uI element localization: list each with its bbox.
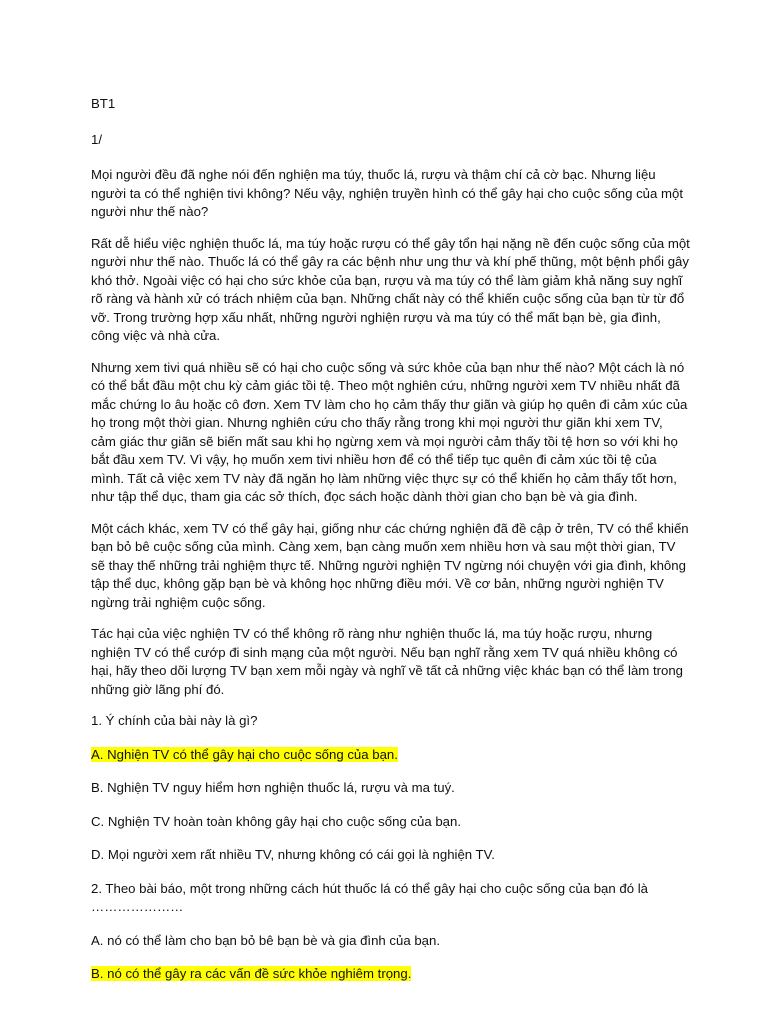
q2-answer-highlight: B. nó có thể gây ra các vấn đề sức khỏe nghiêm trọng. [91, 966, 412, 981]
paragraph-5: Tác hại của việc nghiện TV có thể không rõ ràng như nghiện thuốc lá, ma túy hoặc rượu, nhưng nghiện TV có thể cướp đi sinh mạng của một người. Nếu bạn nghĩ rằng xem TV quá nhiều không có hại, hãy theo dõi lượng TV bạn xem mỗi ngày và nghĩ về tất cả những việc khác bạn có thể làm trong những giờ lãng phí đó. [91, 626, 684, 697]
q1-option-a [91, 746, 690, 765]
q2-option-a: A. nó có thể làm cho bạn bỏ bê bạn bè và gia đình của bạn. [91, 932, 440, 948]
q1-option-d: D. Mọi người xem rất nhiều TV, nhưng không có cái gọi là nghiện TV. [91, 847, 495, 862]
paragraph-2: Rất dễ hiểu việc nghiện thuốc lá, ma túy hoặc rượu có thể gây tổn hại nặng nề đến cuộc sống của một người như thế nào. Thuốc lá có thể gây ra các bệnh như ung thư và khí phế thũng, một bệnh phổi gây khó thở. Ngoài việc có hại cho sức khỏe của bạn, rượu và ma túy có thể làm giảm khả năng suy nghĩ rõ ràng và hành xử có trách nhiệm của bạn. Những chất này có thể khiến cuộc sống của bạn từ từ đổ vỡ. Trong trường hợp xấu nhất, những người nghiện rượu và ma túy có thể mất bạn bè, gia đình, công việc và nhà cửa. [91, 235, 690, 343]
question-2: 2. Theo bài báo, một trong những cách hút thuốc lá có thể gây hại cho cuộc sống của bạn đó là ………………… [91, 880, 648, 914]
question-1: 1. Ý chính của bài này là gì? [91, 713, 258, 728]
paragraph-4: Một cách khác, xem TV có thể gây hại, giống như các chứng nghiện đã đề cập ở trên, TV có thể khiến bạn bỏ bê cuộc sống của mình. Càng xem, bạn càng muốn xem nhiều hơn và sau một thời gian, TV sẽ thay thế những trải nghiệm thực tế. Những người nghiện TV ngừng nói chuyện với gia đình, không tập thể dục, không gặp bạn bè và không học những điều mới. Về cơ bản, những người nghiện TV ngừng trải nghiệm cuộc sống. [91, 520, 689, 610]
document-title: BT1 [91, 96, 116, 111]
paragraph-3: Nhưng xem tivi quá nhiều sẽ có hại cho cuộc sống và sức khỏe của bạn như thế nào? Một cách là nó có thể bắt đầu một chu kỳ cảm giác tồi tệ. Theo một nghiên cứu, những người xem TV nhiều nhất đã mắc chứng lo âu hoặc cô đơn. Xem TV làm cho họ cảm thấy thư giãn và giúp họ quên đi cảm xúc của họ trong một thời gian. Nhưng nghiên cứu cho thấy rằng trong khi mọi người thư giãn khi xem TV, cảm giác thư giãn sẽ biến mất sau khi họ ngừng xem và mọi người cảm thấy tồi tệ hơn so với khi họ bắt đầu xem TV. Vì vậy, họ muốn xem tivi nhiều hơn để có thể tiếp tục quên đi cảm xúc tồi tệ của mình. Tất cả việc xem TV này đã ngăn họ làm những việc thực sự có thể khiến họ cảm thấy tốt hơn, như tập thể dục, tham gia các sở thích, đọc sách hoặc dành thời gian cho bạn bè và gia đình. [91, 359, 688, 504]
section-number: 1/ [91, 131, 102, 147]
q2-option-b [91, 965, 690, 984]
q1-answer-highlight: A. Nghiện TV có thể gây hại cho cuộc sống của bạn. [91, 746, 398, 762]
q1-option-b: B. Nghiện TV nguy hiểm hơn nghiện thuốc lá, rượu và ma tuý. [91, 780, 455, 795]
q1-option-c: C. Nghiện TV hoàn toàn không gây hại cho cuộc sống của bạn. [91, 813, 461, 829]
paragraph-intro: Mọi người đều đã nghe nói đến nghiện ma túy, thuốc lá, rượu và thậm chí cả cờ bạc. Nhưng liệu người ta có thể nghiện tivi không? Nếu vậy, nghiện truyền hình có thể gây hại cho cuộc sống của một người như thế nào? [91, 167, 683, 219]
